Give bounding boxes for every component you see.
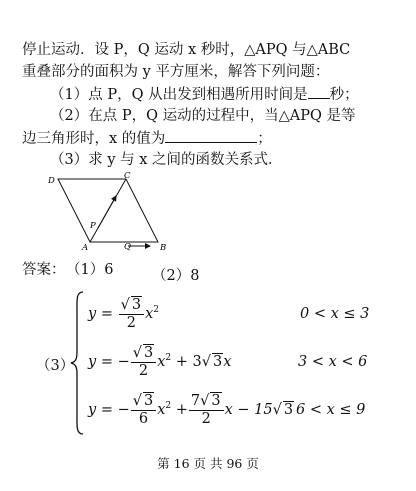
label-d: D (48, 176, 55, 186)
question-2-line-2 (22, 128, 402, 149)
question-1-suffix: 秒； (329, 87, 359, 103)
answer-1: （1）6 (66, 262, 114, 278)
arrow-p (98, 196, 116, 228)
answer-label: 答案： (22, 262, 66, 278)
parallelogram-figure (38, 172, 178, 252)
label-c: C (124, 172, 131, 181)
piece-1-y: y (88, 306, 97, 322)
question-2-suffix: ； (257, 131, 272, 147)
question-2-line-1: （2）在点 P，Q 运动的过程中，当△APQ 是等 (50, 108, 356, 124)
piece-3: y = − $\frac{√ 3}{6}$ $x^2$ + $\frac{7√ 3}{2}$ x − 15√ 3 (88, 393, 294, 427)
answer-2: （2）8 (152, 268, 200, 284)
label-a: A (82, 243, 89, 252)
piece-3-fraction-2: $\frac{7√ 3}{2}$ (189, 392, 224, 428)
piece-1-condition: 0 < x ≤ 3 (300, 306, 370, 322)
piece-3-condition: 6 < x ≤ 9 (296, 402, 366, 418)
question-3: （3）求 y 与 x 之间的函数关系式． (50, 152, 283, 168)
piece-2-condition: 3 < x < 6 (298, 354, 368, 370)
answer-blank-2 (165, 128, 257, 143)
piece-1: y = $\frac{√ 3}{2}$ $x^2$ (88, 297, 159, 331)
problem-line-2: 重叠部分的面积为 y 平方厘米，解答下列问题： (22, 64, 330, 80)
answer-blank-1 (308, 84, 330, 99)
label-q: Q (124, 242, 131, 252)
piece-2-fraction: $\frac{√ 3}{2}$ (131, 344, 156, 380)
piecewise-brace (68, 290, 86, 436)
label-b: B (160, 243, 167, 252)
label-p: P (90, 221, 96, 231)
question-1-text: （1）点 P，Q 从出发到相遇所用时间是 (50, 87, 308, 103)
question-2-text: 边三角形时，x 的值为 (22, 131, 166, 147)
piece-1-fraction: $\frac{√ 3}{2}$ (119, 296, 144, 332)
problem-line-1: 停止运动．设 P，Q 运动 x 秒时，△APQ 与△ABC (22, 42, 351, 58)
question-1 (50, 84, 416, 105)
piece-3-fraction-1: $\frac{√ 3}{6}$ (131, 392, 156, 428)
piece-2: y = − $\frac{√ 3}{2}$ $x^2 + 3√$ 3x (88, 345, 232, 379)
page-footer: 第 16 页 共 96 页 (157, 456, 259, 471)
answer-3-label: （3） (36, 358, 75, 374)
piece-1-eq: = (100, 306, 113, 322)
